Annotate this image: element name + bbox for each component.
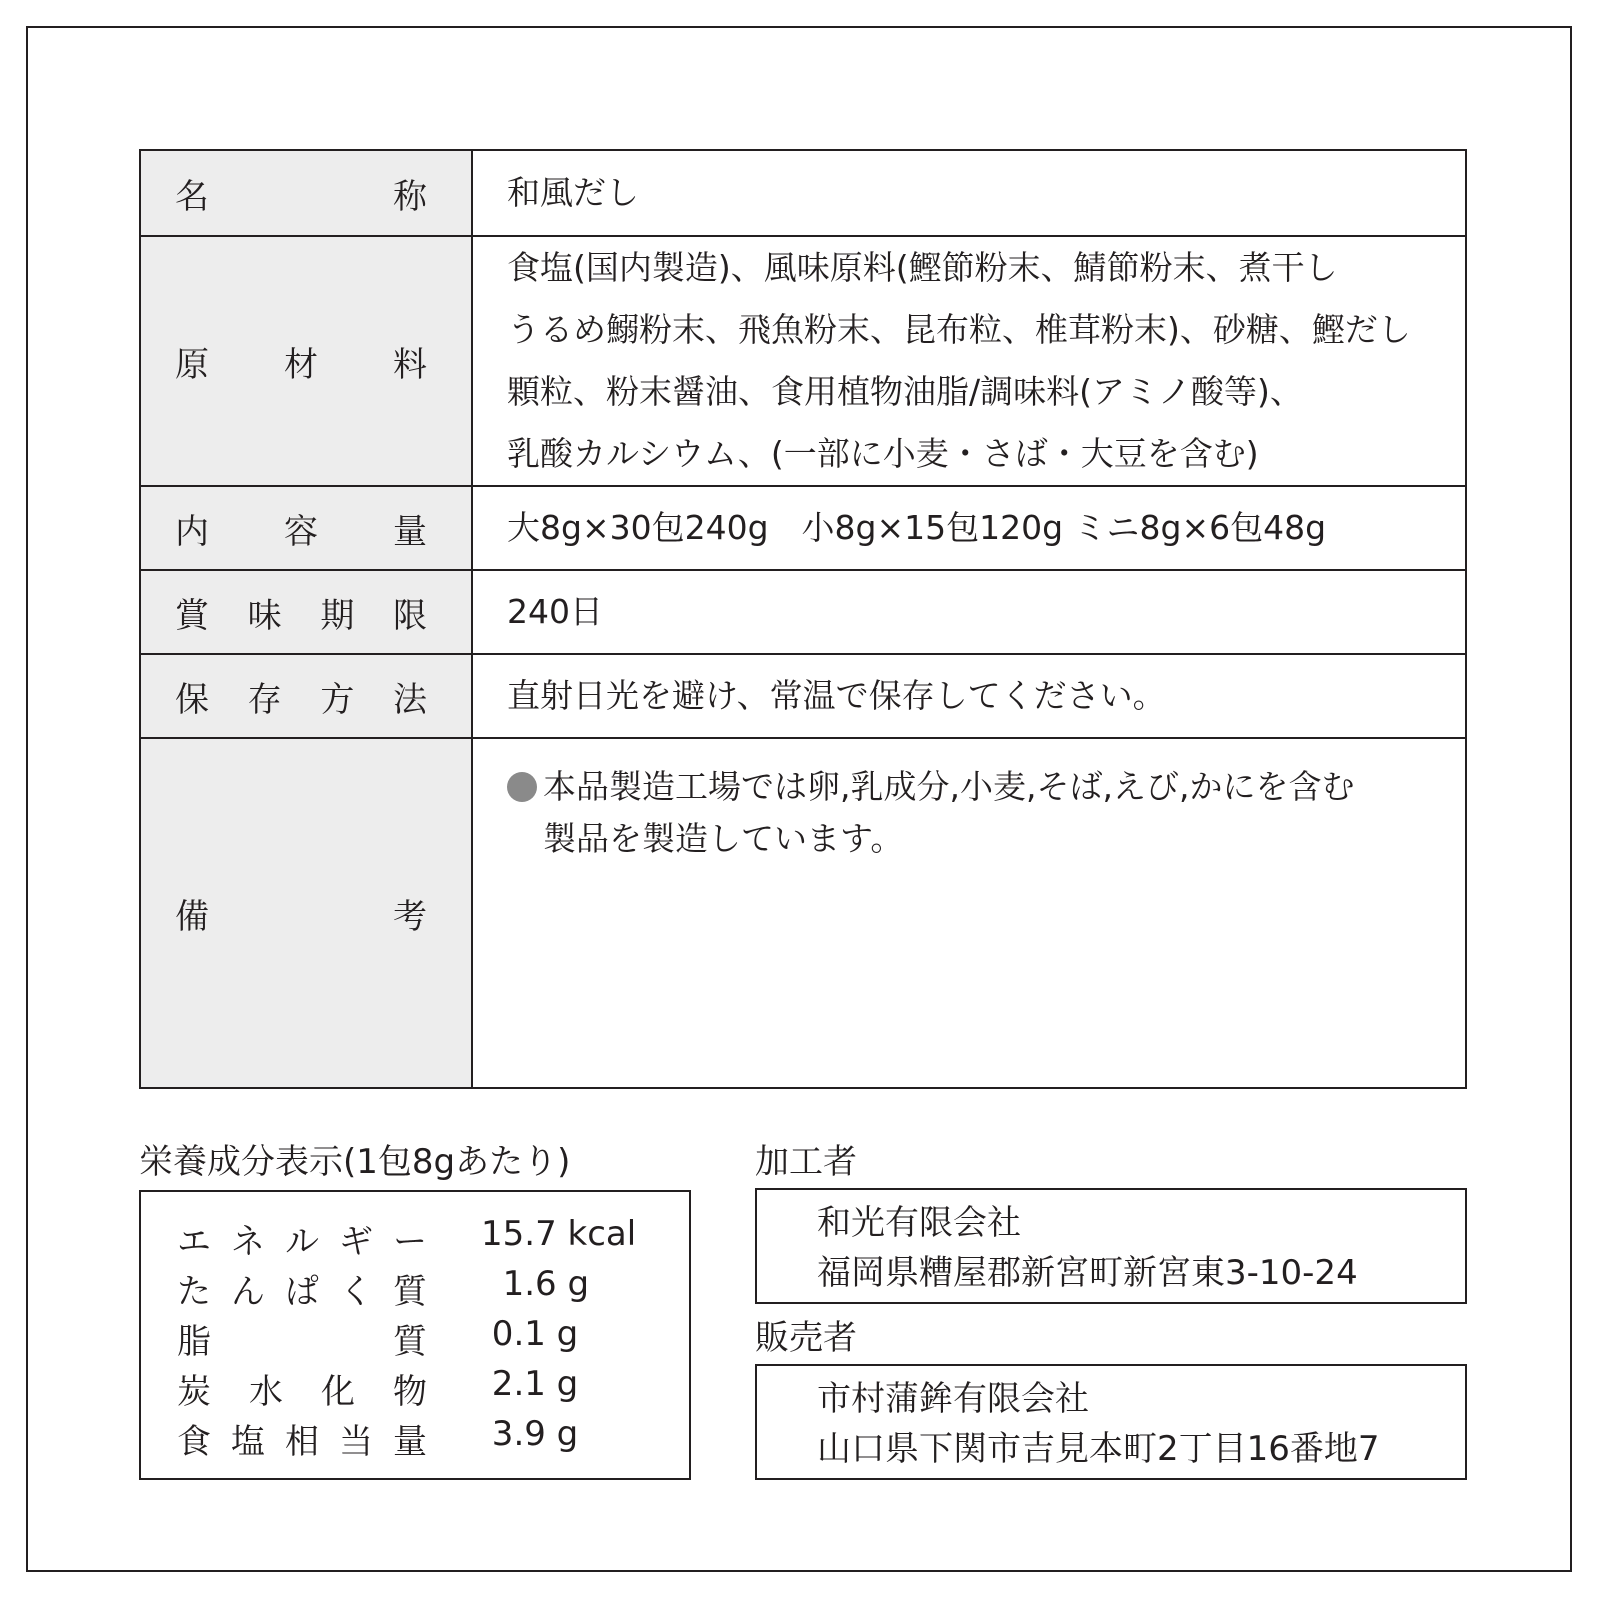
row-key-remarks: 備 考 [175, 896, 427, 937]
remarks-line: 本品製造工場では卵,乳成分,小麦,そば,えび,かにを含む [543, 767, 1355, 806]
row-key-contents: 内 容 量 [175, 511, 427, 552]
row-value-best-before: 240日 [472, 570, 1466, 654]
row-value-name: 和風だし [472, 150, 1466, 236]
nutrition-value: 2.1 g [481, 1364, 579, 1404]
product-label-table [139, 149, 1467, 1089]
processor-name: 和光有限会社 [817, 1203, 1021, 1243]
table-row-best-before [140, 570, 1466, 654]
row-value-ingredients [472, 236, 1466, 486]
ingredients-line: 乳酸カルシウム、(一部に小麦・さば・大豆を含む) [507, 434, 1259, 473]
row-value-remarks [472, 738, 1466, 1088]
nutrition-box [139, 1190, 691, 1480]
row-key-storage: 保 存 方 法 [175, 679, 427, 720]
nutrition-row: た ん ぱ く 質 1.6 g [177, 1264, 590, 1312]
nutrition-row: 炭 水 化 物 2.1 g [177, 1364, 579, 1412]
nutrition-value: 1.6 g [481, 1264, 590, 1304]
nutrition-value: 15.7 kcal [481, 1214, 637, 1254]
row-key-ingredients: 原 材 料 [175, 344, 427, 385]
nutrition-value: 3.9 g [481, 1414, 579, 1454]
ingredients-line: うるめ鰯粉末、飛魚粉末、昆布粒、椎茸粉末)、砂糖、鰹だし [507, 310, 1411, 349]
nutrition-row: 脂 質 0.1 g [177, 1314, 579, 1362]
processor-box [755, 1188, 1467, 1304]
table-row-contents [140, 486, 1466, 570]
row-key-best-before: 賞 味 期 限 [175, 595, 427, 636]
table-row-remarks [140, 738, 1466, 1088]
nutrition-title: 栄養成分表示(1包8gあたり) [139, 1142, 571, 1182]
seller-box [755, 1364, 1467, 1480]
ingredients-line: 顆粒、粉末醤油、食用植物油脂/調味料(アミノ酸等)、 [507, 372, 1303, 411]
row-key-name: 名 称 [175, 176, 427, 217]
nutrition-row: 食 塩 相 当 量 3.9 g [177, 1414, 579, 1462]
table-row-storage [140, 654, 1466, 738]
row-value-storage: 直射日光を避け、常温で保存してください。 [472, 654, 1466, 738]
bullet-icon [507, 772, 537, 802]
seller-label: 販売者 [755, 1318, 857, 1358]
ingredients-line: 食塩(国内製造)、風味原料(鰹節粉末、鯖節粉末、煮干し [507, 248, 1338, 287]
row-value-contents: 大8g×30包240g 小8g×15包120g ミニ8g×6包48g [472, 486, 1466, 570]
remarks-line: 製品を製造しています。 [543, 819, 904, 858]
table-row-name [140, 150, 1466, 236]
table-row-ingredients [140, 236, 1466, 486]
processor-address: 福岡県糟屋郡新宮町新宮東3-10-24 [817, 1253, 1358, 1293]
processor-label: 加工者 [755, 1142, 857, 1182]
seller-address: 山口県下関市吉見本町2丁目16番地7 [817, 1429, 1380, 1469]
nutrition-row: エ ネ ル ギ ー 15.7 kcal [177, 1214, 637, 1262]
nutrition-value: 0.1 g [481, 1314, 579, 1354]
seller-name: 市村蒲鉾有限会社 [817, 1379, 1089, 1419]
